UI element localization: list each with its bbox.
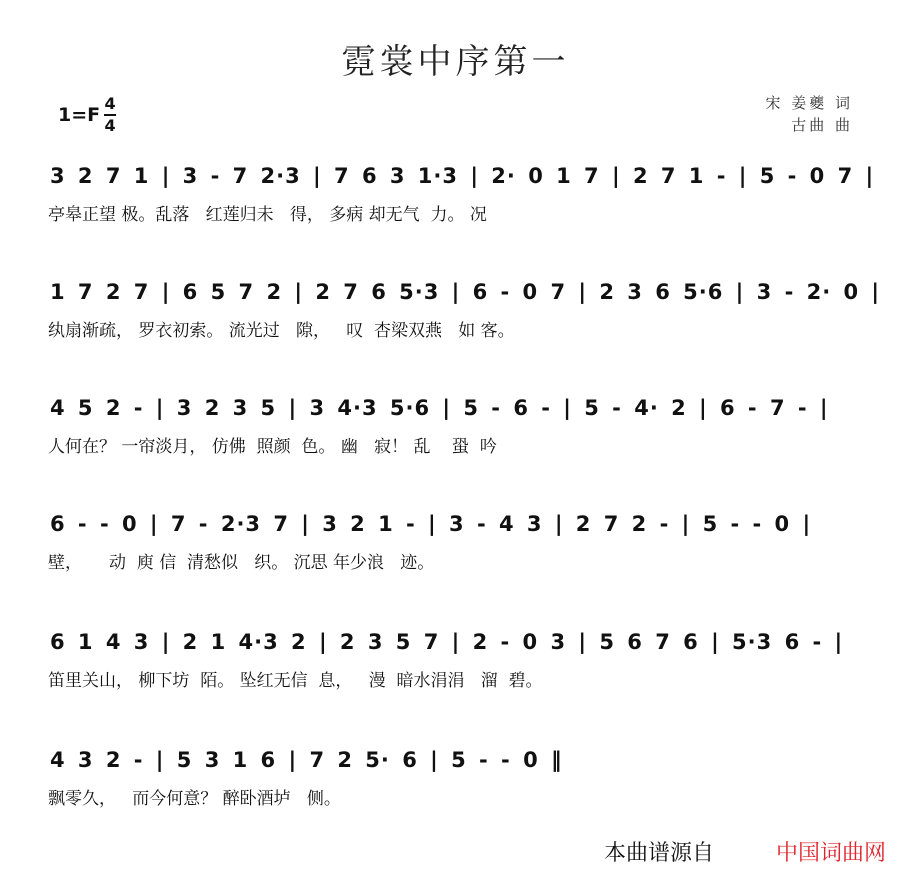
lyricist-credit: 宋 姜夔 词 <box>765 94 853 112</box>
key-label: 1=F <box>58 104 101 126</box>
score-row <box>0 626 911 716</box>
lyrics-line: 壁， 动 庾 信 清愁似 织。 沉思 年少浪 迹。 <box>48 553 435 573</box>
notation-line: 4 3 2 - | 5 3 1 6 | 7 2 5· 6 | 5 - - 0 ‖ <box>50 748 563 772</box>
score-row <box>0 508 911 598</box>
score-row <box>0 160 911 250</box>
lyrics-line: 人何在？ 一帘淡月， 仿佛 照颜 色。 幽 寂！ 乱 蛩 吟 <box>48 437 497 457</box>
score-row <box>0 392 911 482</box>
composer-credit: 古曲 曲 <box>791 116 853 134</box>
notation-line: 6 - - 0 | 7 - 2·3 7 | 3 2 1 - | 3 - 4 3 | 2 7 2 - | 5 - - 0 | <box>50 512 812 536</box>
song-title: 霓裳中序第一 <box>341 42 570 82</box>
time-top: 4 <box>104 94 116 113</box>
score-row <box>0 276 911 366</box>
lyrics-line: 亭皋正望 极。乱落 红莲归未 得， 多病 却无气 力。 况 <box>48 205 487 225</box>
source-label: 本曲谱源自 <box>604 841 715 866</box>
notation-line: 4 5 2 - | 3 2 3 5 | 3 4·3 5·6 | 5 - 6 - | 5 - 4· 2 | 6 - 7 - | <box>50 396 829 420</box>
site-name: 中国词曲网 <box>776 841 887 866</box>
notation-line: 1 7 2 7 | 6 5 7 2 | 2 7 6 5·3 | 6 - 0 7 | 2 3 6 5·6 | 3 - 2· 0 | <box>50 280 881 304</box>
score-row <box>0 744 911 834</box>
lyrics-line: 飘零久， 而今何意？ 醉卧酒垆 侧。 <box>48 789 341 809</box>
key-signature <box>58 96 116 134</box>
notation-line: 3 2 7 1 | 3 - 7 2·3 | 7 6 3 1·3 | 2· 0 1 7 | 2 7 1 - | 5 - 0 7 | <box>50 164 875 188</box>
time-bottom: 4 <box>104 116 116 135</box>
time-signature <box>104 96 116 134</box>
notation-line: 6 1 4 3 | 2 1 4·3 2 | 2 3 5 7 | 2 - 0 3 | 5 6 7 6 | 5·3 6 - | <box>50 630 844 654</box>
lyrics-line: 纨扇渐疏， 罗衣初索。 流光过 隙， 叹 杏梁双燕 如 客。 <box>48 321 515 341</box>
lyrics-line: 笛里关山， 柳下坊 陌。 坠红无信 息， 漫 暗水涓涓 溜 碧。 <box>48 671 543 691</box>
